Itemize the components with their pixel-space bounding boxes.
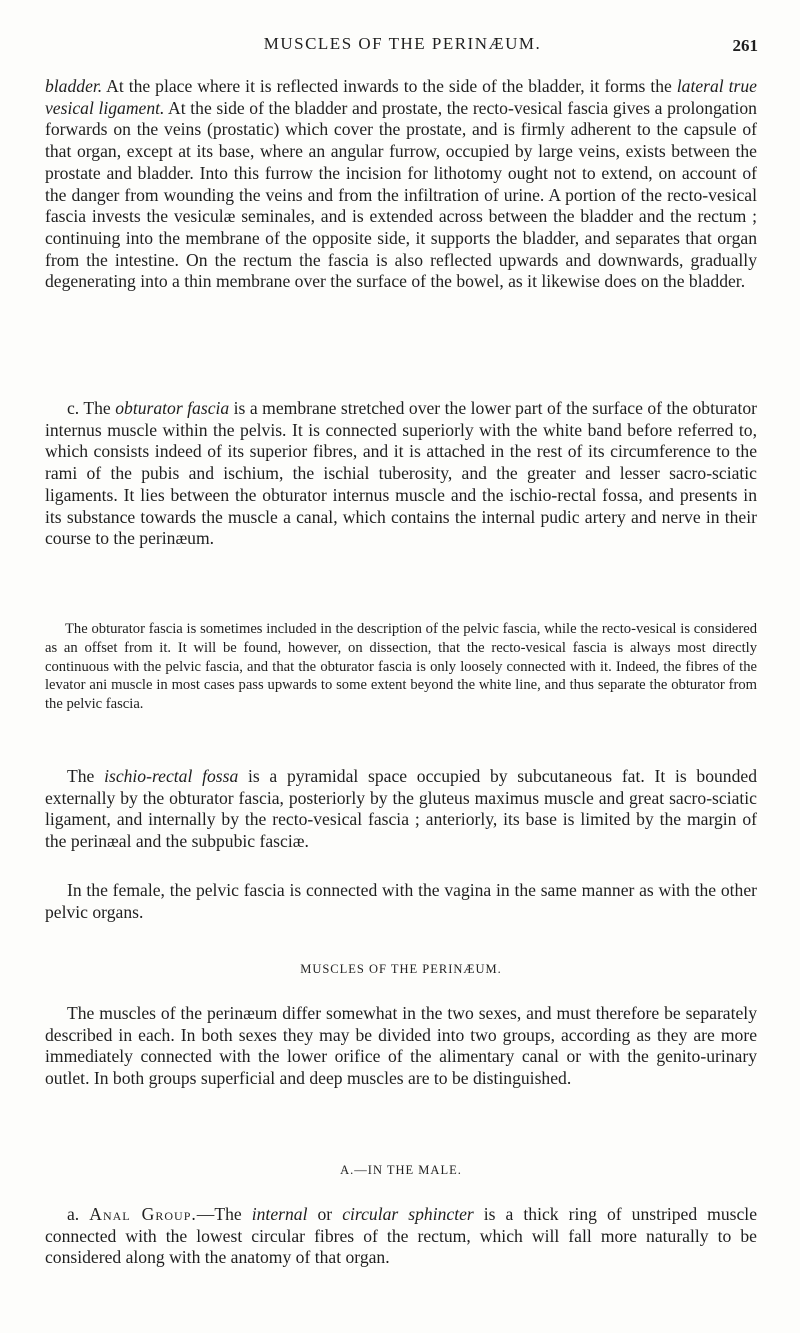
section-heading-male: A.—IN THE MALE. [340, 1163, 462, 1177]
italic-bladder: bladder. [45, 76, 103, 96]
para6-text-c: or [307, 1204, 343, 1224]
italic-lateral-true-vesical-ligament: lateral true vesical ligament. [45, 76, 757, 118]
small-caps-anal-group: Anal Group. [89, 1204, 197, 1224]
paragraph-obturator-fascia [45, 398, 757, 550]
para2-text-b: is a membrane stretched over the lower part of the surface of the obturator internus muscle within the pelvis. It is connected superiorly with the white band before referred to, which consists indeed of its superior fibres, and it is attached in the rest of its circumference to the rami of the pubis and ischium, the ischial tuberosity, and the greater and lesser sacro-sciatic ligaments. It lies between the obturator internus muscle and the ischio-rectal fossa, and presents in its substance towards the muscle a canal, which contains the internal pudic artery and nerve in their course to the perinæum. [45, 398, 757, 549]
paragraph-muscles-intro: The muscles of the perinæum differ somewhat in the two sexes, and must therefore be separately described in each. In both sexes they may be divided into two groups, according as they are more immediately connected with the lower orifice of the alimentary canal or with the genito-urinary outlet. In both groups superficial and deep muscles are to be distinguished. [45, 1003, 757, 1089]
page-number: 261 [732, 36, 758, 55]
italic-circular-sphincter: circular sphincter [342, 1204, 474, 1224]
running-head [45, 30, 760, 60]
paragraph-anal-group [45, 1204, 757, 1269]
para6-text-b: —The [196, 1204, 252, 1224]
para3-text-a: The [67, 766, 105, 786]
section-heading-muscles: MUSCLES OF THE PERINÆUM. [300, 962, 502, 976]
para1-text-b: At the side of the bladder and prostate, the recto-vesical fascia gives a prolongation forwards on the veins (prostatic) which cover the prostate, and is firmly adherent to the capsule of that organ, except at its base, where an angular furrow, occupied by large veins, exists between the prostate and bladder. Into this furrow the incision for lithotomy ought not to extend, on account of the danger from wounding the veins and from the infiltration of urine. A portion of the recto-vesical fascia invests the vesiculæ seminales, and is extended across between the bladder and the rectum ; continuing into the membrane of the opposite side, it supports the bladder, and separates that organ from the intestine. On the rectum the fascia is also reflected upwards and downwards, gradually degenerating into a thin membrane over the surface of the bowel, as it likewise does on the bladder. [45, 97, 757, 292]
paragraph-bladder [45, 76, 757, 293]
para2-text-a: c. The [67, 398, 116, 418]
para3-text-b: is a pyramidal space occupied by subcutaneous fat. It is bounded externally by the obturator fascia, posteriorly by the gluteus maximus muscle and great sacro-sciatic ligament, and internally by the recto-vesical fascia ; anteriorly, its base is limited by the margin of the perinæal and the subpubic fasciæ. [45, 766, 757, 852]
italic-obturator-fascia: obturator fascia [115, 398, 230, 418]
para1-text-a: At the place where it is reflected inwards to the side of the bladder, it forms the [102, 76, 677, 96]
para6-text-d: is a thick ring of unstriped muscle connected with the lowest circular fibres of the rectum, which will fall more naturally to be considered along with the anatomy of that organ. [45, 1204, 758, 1268]
paragraph-female: In the female, the pelvic fascia is connected with the vagina in the same manner as with the other pelvic organs. [45, 880, 757, 922]
running-title: MUSCLES OF THE PERINÆUM. [263, 34, 542, 53]
small-print-note: The obturator fascia is sometimes included in the description of the pelvic fascia, while the recto-vesical is considered as an offset from it. It will be found, however, on dissection, that the recto-vesical fascia is always most directly continuous with the pelvic fascia, and that the obturator fascia is only loosely connected with it. Indeed, the fibres of the levator ani muscle in most cases pass upwards to some extent beyond the white line, and thus separate the obturator from the pelvic fascia. [45, 621, 757, 713]
paragraph-ischio-rectal-fossa [45, 766, 757, 853]
para6-text-a: a. [67, 1204, 90, 1224]
italic-internal: internal [251, 1204, 308, 1224]
italic-ischio-rectal-fossa: ischio-rectal fossa [104, 766, 239, 786]
